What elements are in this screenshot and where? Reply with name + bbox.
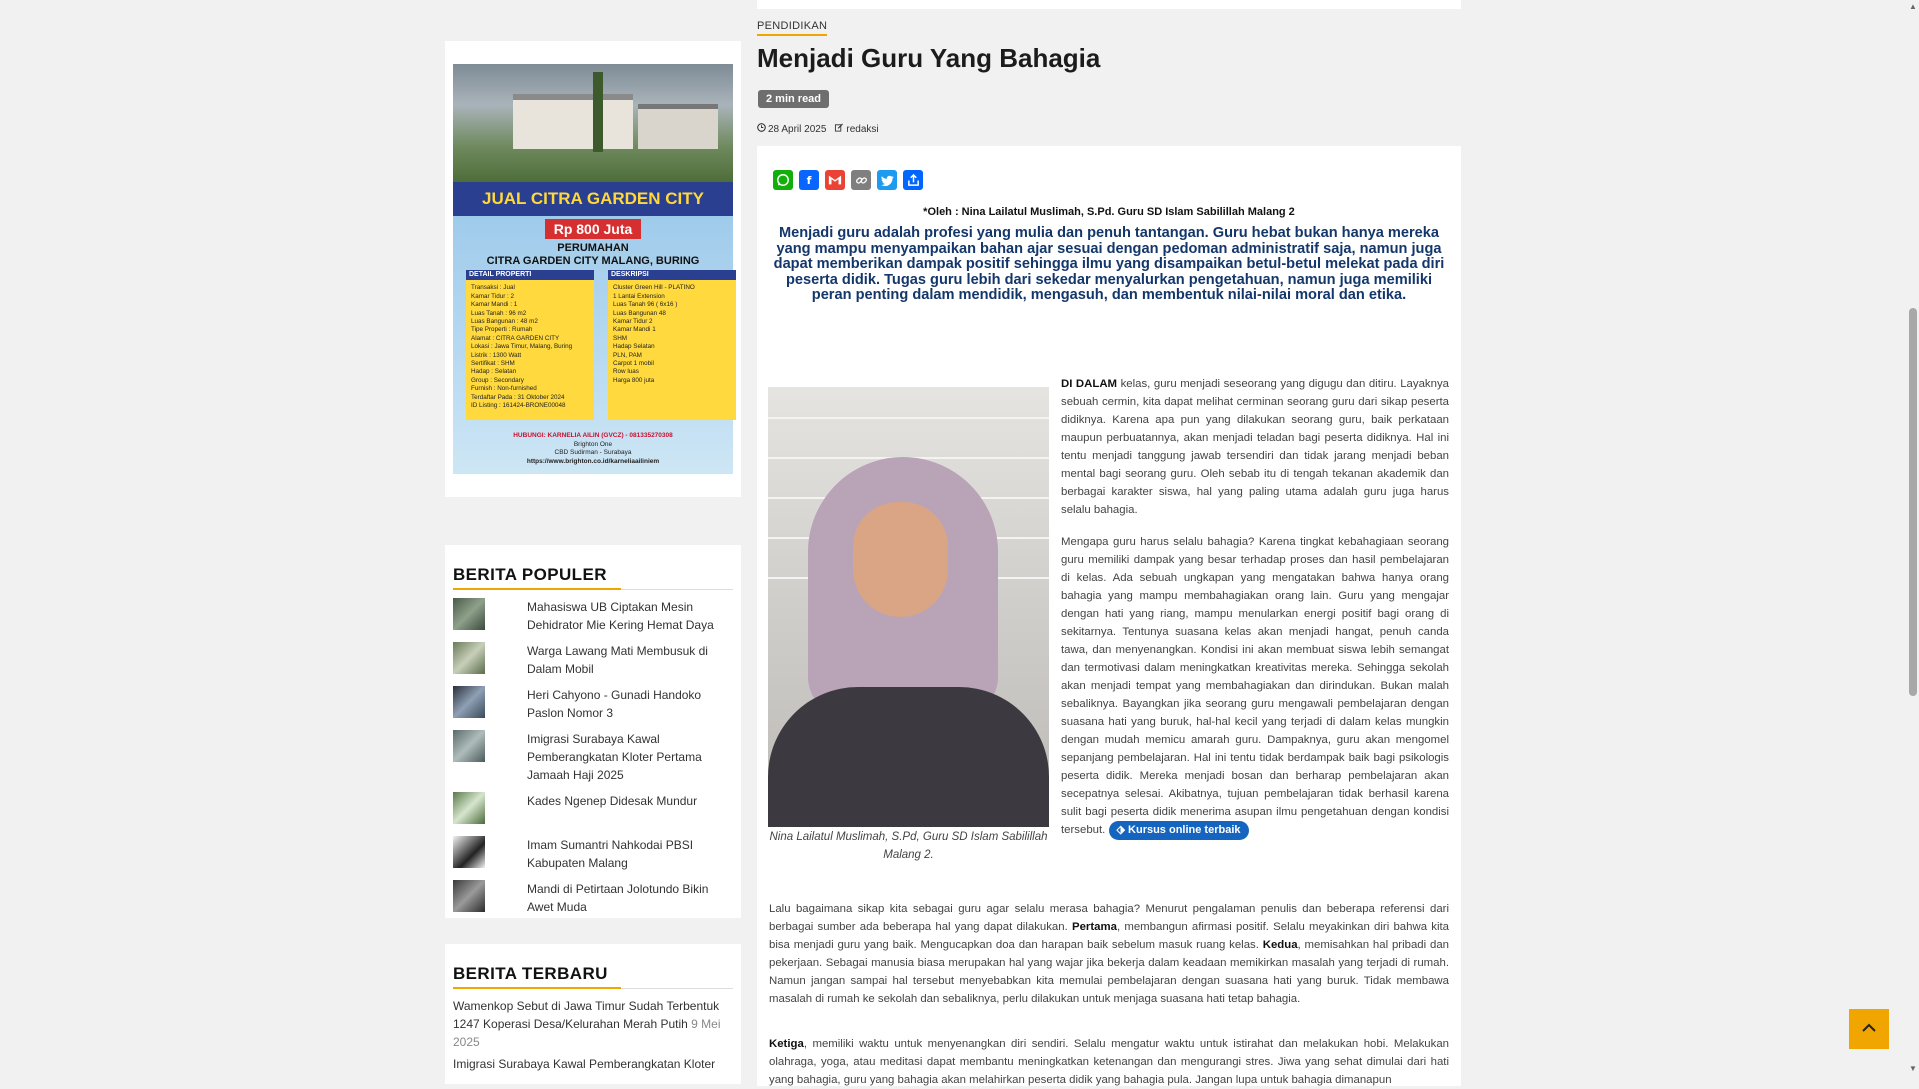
- paragraph: [1061, 375, 1449, 519]
- list-item[interactable]: [453, 686, 733, 722]
- news-link[interactable]: Mandi di Petirtaan Jolotundo Bikin Awet Muda: [527, 882, 709, 914]
- ad-contact-address: CBD Sudirman - Surabaya: [554, 449, 632, 456]
- ad-detail-header: DETAIL PROPERTI: [466, 270, 594, 280]
- paragraph-text: Mengapa guru harus selalu bahagia? Karena tingkat kebahagiaan seorang guru memiliki dampak yang besar terhadap proses dan hasil pembelajaran di kelas. Ada sebuah ungkapan yang mengatakan bahwa hanya orang bahagia yang mampu membahagiakan orang lain. Guru yang mengajar dengan hati yang riang, mampu menularkan energi positif bagi orang di sekitarnya. Tentunya suasana kelas akan menjadi hangat, penuh canda tawa, dan menyenangkan. Kondisi ini akan membuat siswa lebih semangat dan termotivasi dalam meningkatkan kreativitas mereka. Sehingga sekolah akan menjadi tempat yang membahagiakan dan dirindukan. Bukan malah sebaliknya. Bayangkan jika seorang guru mengawali pembelajaran dengan suasana hati yang buruk, hal-hal kecil yang terjadi di dalam kelas mungkin dengan mudah memicu amarah guru. Dampaknya, guru akan mengomel sepanjang pembelajaran. Hal ini tentu tidak berdampak baik bagi psikologis peserta didik. Mereka menjadi bosan dan berharap pembelajaran akan secepatnya selesai. Akibatnya, tujuan pembelajaran tidak berhasil karena sulit bagi peserta didik menerima asupan ilmu pengetahuan dengan kondisi tersebut.: [1061, 536, 1449, 836]
- article-date: [757, 123, 826, 135]
- author-photo: [768, 387, 1049, 818]
- popular-news-list: [453, 598, 733, 916]
- author-link[interactable]: redaksi: [846, 123, 879, 135]
- popular-news-widget: [445, 545, 741, 918]
- list-item[interactable]: [453, 997, 733, 1051]
- paragraph: [769, 900, 1449, 1008]
- whatsapp-share-icon[interactable]: [773, 170, 793, 190]
- ad-widget: [445, 41, 741, 497]
- twitter-share-icon[interactable]: [877, 170, 897, 190]
- date-text: 28 April 2025: [768, 123, 827, 135]
- article-lead: Menjadi guru adalah profesi yang mulia dan penuh tantangan. Guru hebat bukan hanya mereka yang mampu menyampaikan bahan ajar sesuai dengan pedoman administratif saja, namun juga dapat memberikan dampak positif sehingga ilmu yang disampaikan betul-betul melekat pada diri peserta didik. Tugas guru lebih dari sekedar menyalurkan pengetahuan, namun juga memiliki peran penting dalam mendidik, mengasuh, dan membentuk nilai-nilai moral dan etika.: [773, 225, 1445, 304]
- list-item[interactable]: [453, 880, 733, 916]
- news-thumbnail[interactable]: [453, 792, 485, 824]
- paragraph-text: , memisahkan hal pribadi dan pekerjaan. Sebagai manusia biasa merupakan hal yang wajar jika bekerja dalam keadaan memikirkan masalah yang terjadi di rumah. Namun jangan sampai hal tersebut menyebabkan kita memulai pembelajaran dengan suasana hati yang buruk. Tidak membawa masalah di rumah ke sekolah dan sebaliknya, perlu dilakukan untuk menjaga suasana hati tetap bahagia.: [769, 939, 1449, 1005]
- news-thumbnail[interactable]: [453, 686, 485, 718]
- paragraph: [1061, 533, 1449, 840]
- paragraph-text: Lalu bagaimana sikap kita sebagai guru agar selalu merasa bahagia? Menurut pengalaman penulis dan beberapa referensi dari berbagai sumber ada beberapa hal yang dapat dilakukan.: [769, 903, 1449, 933]
- ad-desc-box: [608, 270, 736, 420]
- ad-detail-box: [466, 270, 594, 420]
- news-link[interactable]: Wamenkop Sebut di Jawa Timur Sudah Terbentuk 1247 Koperasi Desa/Kelurahan Merah Putih: [453, 999, 720, 1031]
- list-item[interactable]: [453, 642, 733, 678]
- point-label: Kedua: [1262, 939, 1298, 951]
- paragraph-text: kelas, guru menjadi seseorang yang digugu dan ditiru. Layaknya sebuah cermin, kita dapat melihat cerminan seorang guru dari sikap peserta didiknya. Karena apa pun yang dilakukan seorang guru, baik perkataan maupun perbuatannya, akan menjadi teladan bagi peserta didiknya. Hal ini tentu menjadi tanggung jawab tersendiri dan tidak jarang menjadi beban mental bagi seorang guru. Oleh sebab itu di tengah tekanan akademik dan berbagai karakter siswa, hal yang paling utama adalah guru juga harus selalu bahagia.: [1061, 378, 1449, 516]
- news-link[interactable]: Kades Ngenep Didesak Mundur: [527, 794, 698, 808]
- latest-news-title: BERITA TERBARU: [453, 964, 733, 989]
- ad-desc-lines: Cluster Green Hill - PLATINO 1 Lantai Extension Luas Tanah 96 ( 6x16 ) Luas Bangunan 48 Kamar Tidur 2 Kamar Mandi 1 SHM Hadap Selatan PLN, PAM Carpot 1 mobil Row luas Harga 800 juta: [613, 284, 695, 384]
- copy-link-icon[interactable]: [851, 170, 871, 190]
- article-title: Menjadi Guru Yang Bahagia: [757, 43, 1101, 73]
- ad-price: Rp 800 Juta: [545, 219, 641, 239]
- news-link[interactable]: Imam Sumantri Nahkodai PBSI Kabupaten Malang: [527, 838, 694, 870]
- clock-icon: [757, 123, 766, 135]
- category-link[interactable]: PENDIDIKAN: [757, 20, 827, 36]
- list-item[interactable]: [453, 598, 733, 634]
- paragraph-text: , membangun afirmasi positif. Selalu meyakinkan diri bahwa kita bisa menjadi guru yang baik. Mengucapkan doa dan harapan baik sebelum masuk ruang kelas.: [769, 921, 1449, 951]
- paragraph-text: , memiliki waktu untuk menyenangkan diri sendiri. Selalu mengatur waktu untuk istirahat dan melakukan hobi. Melakukan olahraga, yoga, atau meditasi dapat membantu meningkatkan ketenangan dan mengurangi stres. Jiwa yang sehat dimulai dari hati yang bahagia, guru yang bahagia akan melahirkan peserta didik yang bahagia pula. Jangan lupa untuk bahagia dimanapun: [769, 1038, 1449, 1086]
- top-strip: [757, 0, 1461, 9]
- news-thumbnail[interactable]: [453, 598, 485, 630]
- news-link[interactable]: Mahasiswa UB Ciptakan Mesin Dehidrator Mie Kering Hemat Daya: [527, 600, 714, 632]
- list-item[interactable]: [453, 1055, 733, 1073]
- ad-contact: [453, 432, 733, 466]
- gmail-share-icon[interactable]: [825, 170, 845, 190]
- scroll-down-arrow-icon[interactable]: ▼: [1909, 1064, 1917, 1073]
- news-link[interactable]: Imigrasi Surabaya Kawal Pemberangkatan Kloter: [453, 1057, 716, 1071]
- list-item[interactable]: [453, 836, 733, 872]
- paragraph: [769, 1035, 1449, 1089]
- share-plus-icon[interactable]: [903, 170, 923, 190]
- ad-contact-company: Brighton One: [573, 440, 613, 448]
- back-to-top-button[interactable]: [1849, 1009, 1889, 1049]
- kursus-online-link[interactable]: [1109, 821, 1249, 840]
- news-link[interactable]: Heri Cahyono - Gunadi Handoko Paslon Nomor 3: [527, 688, 702, 720]
- ad-house-photo: [453, 64, 733, 182]
- facebook-share-icon[interactable]: f: [799, 170, 819, 190]
- article-meta: [757, 123, 879, 135]
- edit-icon: [834, 123, 844, 135]
- paragraph-lead: DI DALAM: [1061, 378, 1118, 390]
- ad-contact-phone: HUBUNGI: KARNELIA AILIN (GVCZ) - 081335270308: [513, 432, 673, 439]
- tag-icon: ⬗: [1116, 824, 1125, 836]
- ad-subtitle: PERUMAHAN: [557, 242, 629, 254]
- news-thumbnail[interactable]: [453, 642, 485, 674]
- photo-caption: Nina Lailatul Muslimah, S.Pd, Guru SD Islam Sabilillah Malang 2.: [769, 831, 1048, 861]
- news-thumbnail[interactable]: [453, 880, 485, 912]
- news-link[interactable]: Imigrasi Surabaya Kawal Pemberangkatan Kloter Pertama Jamaah Haji 2025: [527, 732, 702, 782]
- list-item[interactable]: [453, 730, 733, 784]
- article-content: [757, 146, 1461, 1086]
- article-byline: *Oleh : Nina Lailatul Muslimah, S.Pd. Guru SD Islam Sabilillah Malang 2: [923, 206, 1295, 218]
- latest-news-widget: [445, 944, 741, 1084]
- ad-contact-url: https://www.brighton.co.id/karneliaailiniem: [526, 457, 660, 465]
- scroll-thumb[interactable]: [1909, 308, 1917, 696]
- ad-title: JUAL CITRA GARDEN CITY: [453, 182, 733, 216]
- kursus-label: Kursus online terbaik: [1128, 824, 1241, 836]
- article-author[interactable]: [834, 123, 878, 135]
- ad-desc-header: DESKRIPSI: [608, 270, 736, 280]
- news-thumbnail[interactable]: [453, 836, 485, 868]
- property-ad-banner[interactable]: [453, 64, 733, 474]
- scroll-up-arrow-icon[interactable]: ▲: [1909, 2, 1917, 11]
- news-link[interactable]: Warga Lawang Mati Membusuk di Dalam Mobil: [527, 644, 708, 676]
- news-date: 9 Mei 2025: [453, 1017, 721, 1049]
- ad-subtitle-location: CITRA GARDEN CITY MALANG, BURING: [486, 255, 700, 267]
- popular-news-title: BERITA POPULER: [453, 565, 733, 590]
- point-label: Pertama: [1071, 921, 1117, 933]
- read-time-badge: 2 min read: [758, 90, 829, 108]
- share-buttons: [773, 170, 923, 190]
- page-scrollbar[interactable]: [1907, 0, 1919, 1079]
- chevron-up-icon: [1861, 1020, 1877, 1038]
- point-label: Ketiga: [769, 1038, 804, 1050]
- ad-detail-lines: Transaksi : Jual Kamar Tidur : 2 Kamar Mandi : 1 Luas Tanah : 96 m2 Luas Bangunan : 48 m2 Tipe Properti : Rumah Alamat : CITRA GARDEN CITY Lokasi : Jawa Timur, Malang, Buring Listrik : 1300 Watt Sertifikat : SHM Hadap : Selatan Group : Secondary Furnish : Non-furnished Terdaftar Pada : 31 Oktober 2024 ID Listing : 161424-BRONE00048: [471, 284, 573, 410]
- news-thumbnail[interactable]: [453, 730, 485, 762]
- list-item[interactable]: [453, 792, 733, 828]
